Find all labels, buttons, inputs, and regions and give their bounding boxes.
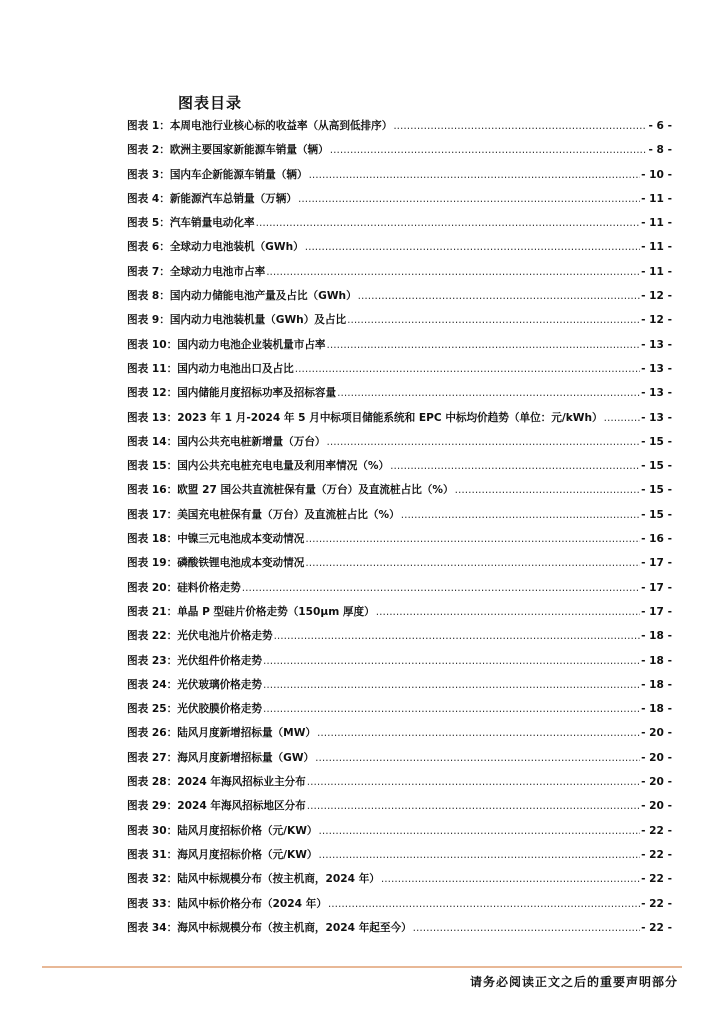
toc-entry-label: 图表 33：陆风中标价格分布（2024 年）: [127, 897, 327, 910]
toc-leader-dots: [319, 849, 641, 861]
toc-leader-dots: [263, 703, 640, 715]
toc-leader-dots: [327, 339, 641, 351]
toc-leader-dots: [305, 241, 640, 253]
toc-leader-dots: [305, 557, 640, 569]
toc-entry[interactable]: [127, 312, 672, 336]
toc-entry[interactable]: [127, 677, 672, 701]
toc-entry-label: 图表 31：海风月度招标价格（元/KW）: [127, 848, 318, 861]
toc-entry-page: - 11 -: [641, 265, 672, 278]
toc-entry-label: 图表 26：陆风月度新增招标量（MW）: [127, 727, 316, 740]
toc-entry-page: - 20 -: [641, 776, 672, 789]
toc-entry-page: - 20 -: [641, 800, 672, 813]
toc-entry[interactable]: [127, 458, 672, 482]
toc-entry[interactable]: [127, 896, 672, 920]
toc-entry[interactable]: [127, 774, 672, 798]
toc-entry-label: 图表 25：光伏胶膜价格走势: [127, 703, 262, 716]
toc-entry-page: - 22 -: [641, 848, 672, 861]
toc-leader-dots: [263, 655, 640, 667]
toc-entry-label: 图表 18：中镍三元电池成本变动情况: [127, 533, 305, 546]
toc-leader-dots: [327, 436, 641, 448]
toc-entry-page: - 18 -: [641, 654, 672, 667]
toc-entry[interactable]: [127, 701, 672, 725]
toc-entry-label: 图表 21：单晶 P 型硅片价格走势（150μm 厚度）: [127, 605, 375, 618]
toc-entry[interactable]: [127, 604, 672, 628]
toc-entry-label: 图表 30：陆风月度招标价格（元/KW）: [127, 824, 318, 837]
toc-entry-label: 图表 34：海风中标规模分布（按主机商，2024 年起至今）: [127, 921, 412, 934]
toc-entry-label: 图表 24：光伏玻璃价格走势: [127, 678, 262, 691]
toc-entry[interactable]: [127, 142, 672, 166]
toc-entry[interactable]: [127, 920, 672, 944]
toc-entry-page: - 6 -: [648, 120, 672, 132]
toc-leader-dots: [381, 873, 640, 885]
toc-entry-label: 图表 23：光伏组件价格走势: [127, 654, 262, 667]
toc-entry-page: - 22 -: [641, 873, 672, 886]
toc-entry-label: 图表 20：硅料价格走势: [127, 581, 241, 594]
toc-entry-label: 图表 4：新能源汽车总销量（万辆）: [127, 192, 297, 205]
toc-leader-dots: [393, 120, 647, 132]
toc-leader-dots: [358, 290, 640, 302]
toc-leader-dots: [242, 582, 640, 594]
footer-divider: [42, 966, 682, 968]
toc-leader-dots: [307, 800, 640, 812]
toc-leader-dots: [307, 776, 640, 788]
toc-entry[interactable]: [127, 823, 672, 847]
toc-entry-page: - 20 -: [641, 751, 672, 764]
toc-leader-dots: [347, 314, 640, 326]
toc-leader-dots: [328, 898, 640, 910]
toc-entry-label: 图表 1：本周电池行业核心标的收益率（从高到低排序）: [127, 120, 393, 132]
toc-list: [127, 118, 672, 944]
toc-entry[interactable]: [127, 264, 672, 288]
toc-entry-label: 图表 9：国内动力电池装机量（GWh）及占比: [127, 314, 347, 327]
toc-entry[interactable]: [127, 580, 672, 604]
toc-entry-page: - 15 -: [641, 484, 672, 497]
toc-entry-label: 图表 13：2023 年 1 月-2024 年 5 月中标项目储能系统和 EPC 中标均价趋势（单位：元/kWh）: [127, 411, 603, 424]
toc-entry-label: 图表 19：磷酸铁锂电池成本变动情况: [127, 557, 305, 570]
toc-leader-dots: [376, 606, 640, 618]
toc-entry-page: - 13 -: [641, 338, 672, 351]
toc-entry-label: 图表 3：国内车企新能源车销量（辆）: [127, 168, 308, 181]
toc-entry-page: - 18 -: [641, 703, 672, 716]
toc-entry-page: - 11 -: [641, 217, 672, 230]
toc-leader-dots: [330, 144, 648, 156]
toc-leader-dots: [315, 752, 640, 764]
toc-entry[interactable]: [127, 750, 672, 774]
toc-entry-label: 图表 28：2024 年海风招标业主分布: [127, 776, 306, 789]
toc-entry[interactable]: [127, 482, 672, 506]
toc-entry-label: 图表 15：国内公共充电桩充电电量及利用率情况（%）: [127, 460, 390, 473]
toc-entry-page: - 15 -: [641, 435, 672, 448]
footer-disclaimer: 请务必阅读正文之后的重要声明部分: [469, 975, 678, 989]
toc-entry-page: - 17 -: [641, 581, 672, 594]
toc-leader-dots: [401, 509, 640, 521]
toc-leader-dots: [298, 193, 640, 205]
toc-entry-page: - 11 -: [641, 192, 672, 205]
toc-entry[interactable]: [127, 361, 672, 385]
toc-entry[interactable]: [127, 798, 672, 822]
toc-entry[interactable]: [127, 385, 672, 409]
toc-entry[interactable]: [127, 191, 672, 215]
toc-leader-dots: [337, 387, 640, 399]
toc-entry[interactable]: [127, 871, 672, 895]
toc-entry-page: - 20 -: [641, 727, 672, 740]
toc-entry-label: 图表 32：陆风中标规模分布（按主机商，2024 年）: [127, 873, 380, 886]
toc-entry[interactable]: [127, 434, 672, 458]
toc-entry-page: - 12 -: [641, 290, 672, 303]
toc-entry-page: - 10 -: [641, 168, 672, 181]
toc-entry-page: - 17 -: [641, 605, 672, 618]
toc-entry-label: 图表 29：2024 年海风招标地区分布: [127, 800, 306, 813]
toc-entry-label: 图表 10：国内动力电池企业装机量市占率: [127, 338, 326, 351]
toc-entry-label: 图表 8：国内动力储能电池产量及占比（GWh）: [127, 290, 357, 303]
toc-leader-dots: [309, 169, 641, 181]
toc-entry-label: 图表 5：汽车销量电动化率: [127, 217, 255, 230]
toc-entry[interactable]: [127, 628, 672, 652]
toc-entry-label: 图表 7：全球动力电池市占率: [127, 265, 266, 278]
toc-entry-page: - 15 -: [641, 460, 672, 473]
toc-entry-label: 图表 14：国内公共充电桩新增量（万台）: [127, 435, 326, 448]
toc-leader-dots: [256, 217, 640, 229]
toc-entry-page: - 15 -: [641, 508, 672, 521]
toc-entry[interactable]: [127, 215, 672, 239]
toc-entry[interactable]: [127, 507, 672, 531]
toc-entry-page: - 22 -: [641, 824, 672, 837]
toc-entry-page: - 22 -: [641, 897, 672, 910]
toc-entry-label: 图表 17：美国充电桩保有量（万台）及直流桩占比（%）: [127, 508, 400, 521]
toc-leader-dots: [317, 727, 640, 739]
toc-entry-label: 图表 12：国内储能月度招标功率及招标容量: [127, 387, 337, 400]
toc-entry-page: - 18 -: [641, 678, 672, 691]
toc-entry[interactable]: [127, 239, 672, 263]
toc-entry-label: 图表 11：国内动力电池出口及占比: [127, 362, 294, 375]
toc-leader-dots: [604, 412, 640, 424]
toc-entry-page: - 22 -: [641, 921, 672, 934]
toc-entry-page: - 11 -: [641, 241, 672, 254]
toc-entry-page: - 17 -: [641, 557, 672, 570]
toc-leader-dots: [455, 484, 640, 496]
toc-leader-dots: [305, 533, 640, 545]
toc-entry-label: 图表 22：光伏电池片价格走势: [127, 630, 273, 643]
toc-leader-dots: [319, 825, 641, 837]
page-title: 图表目录: [178, 94, 243, 112]
toc-entry[interactable]: [127, 288, 672, 312]
toc-entry[interactable]: [127, 337, 672, 361]
toc-entry-page: - 13 -: [641, 411, 672, 424]
toc-leader-dots: [266, 266, 640, 278]
toc-leader-dots: [413, 922, 640, 934]
toc-entry-label: 图表 6：全球动力电池装机（GWh）: [127, 241, 304, 254]
toc-entry[interactable]: [127, 167, 672, 191]
toc-entry-label: 图表 16：欧盟 27 国公共直流桩保有量（万台）及直流桩占比（%）: [127, 484, 454, 497]
toc-entry-page: - 8 -: [648, 144, 672, 157]
toc-entry[interactable]: [127, 555, 672, 579]
toc-entry[interactable]: [127, 118, 672, 142]
toc-entry-page: - 13 -: [641, 387, 672, 400]
toc-leader-dots: [295, 363, 640, 375]
toc-entry-page: - 12 -: [641, 314, 672, 327]
toc-leader-dots: [274, 630, 641, 642]
toc-entry[interactable]: [127, 653, 672, 677]
toc-leader-dots: [263, 679, 640, 691]
toc-entry[interactable]: [127, 725, 672, 749]
toc-entry-page: - 16 -: [641, 533, 672, 546]
toc-entry[interactable]: [127, 531, 672, 555]
toc-entry-label: 图表 27：海风月度新增招标量（GW）: [127, 751, 315, 764]
toc-entry[interactable]: [127, 847, 672, 871]
toc-entry-label: 图表 2：欧洲主要国家新能源车销量（辆）: [127, 144, 329, 157]
toc-entry[interactable]: [127, 410, 672, 434]
toc-entry-page: - 18 -: [641, 630, 672, 643]
toc-leader-dots: [390, 460, 640, 472]
toc-entry-page: - 13 -: [641, 362, 672, 375]
